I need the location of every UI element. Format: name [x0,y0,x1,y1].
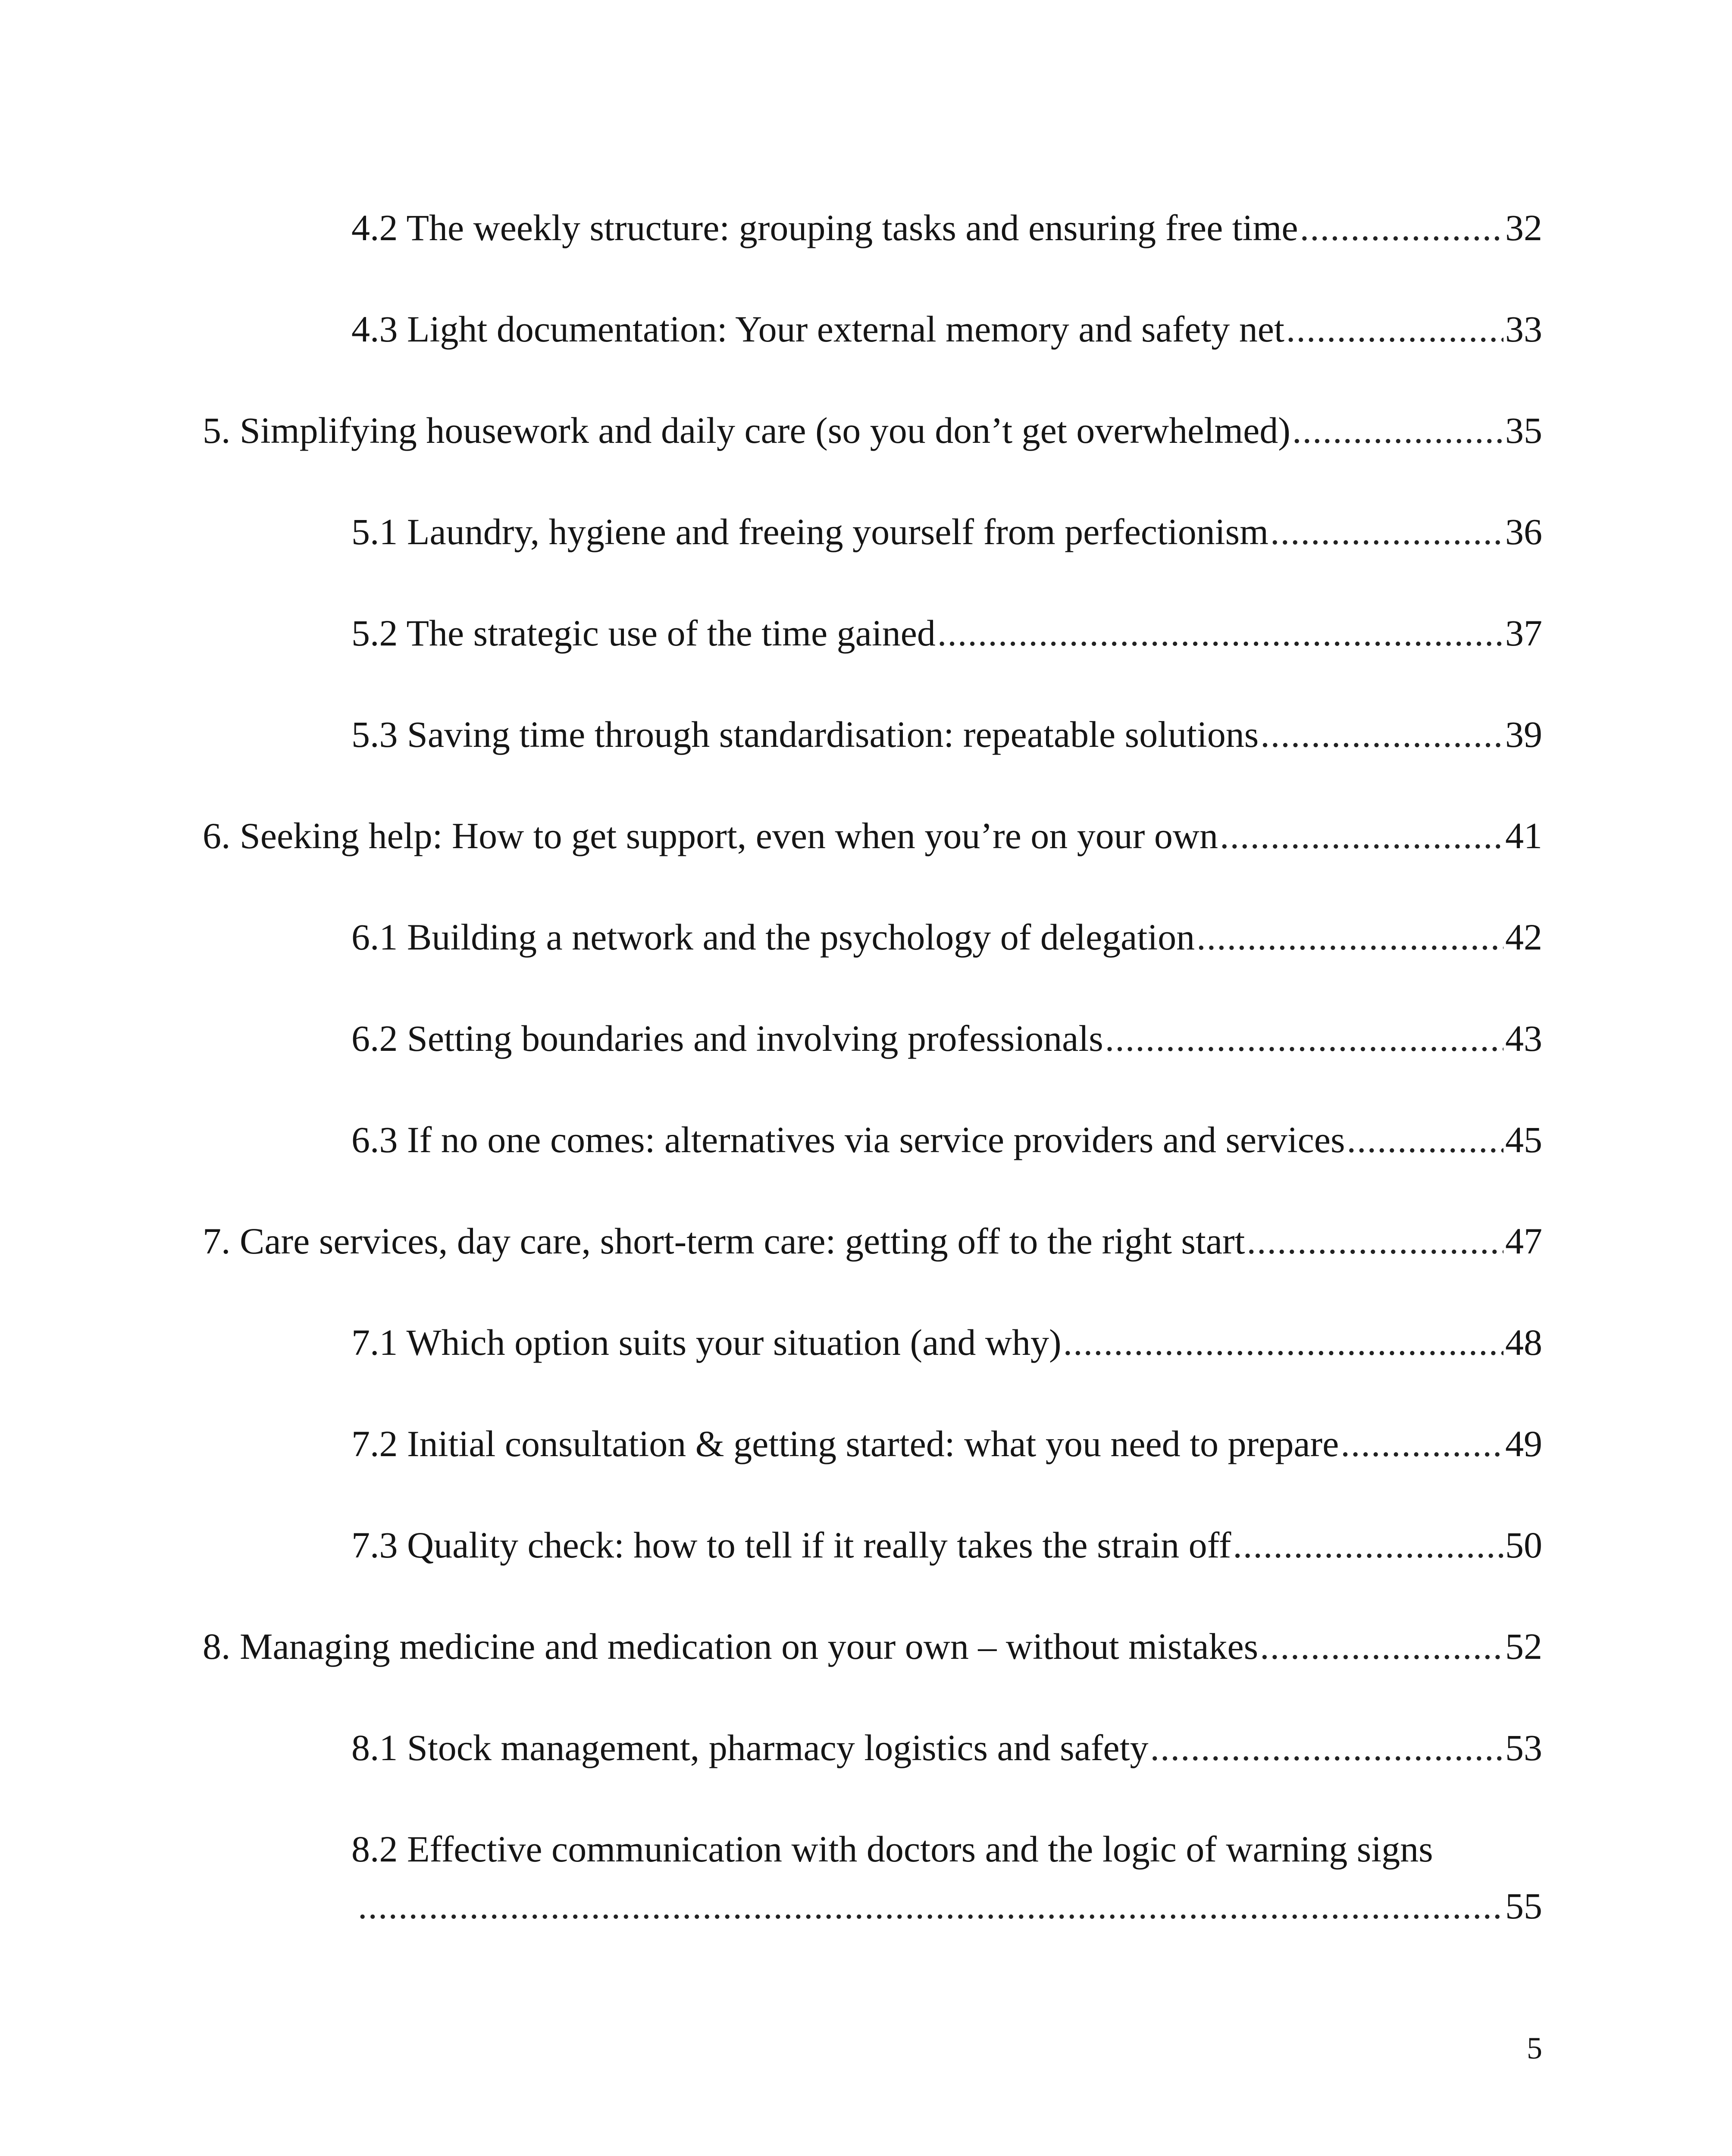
toc-page-number: 55 [1505,1885,1542,1927]
toc-dot-leader [1063,1319,1503,1366]
toc-entry-6-3[interactable] [351,1116,1542,1163]
toc-dot-leader [1347,1116,1503,1163]
toc-entry-6[interactable] [203,812,1542,859]
toc-entry-7-3[interactable] [351,1521,1542,1569]
toc-entry-title: 4.3 Light documentation: Your external memory and safety net [351,308,1284,350]
toc-dot-leader [358,1882,1503,1930]
toc-entry-title: 5.1 Laundry, hygiene and freeing yourself from perfectionism [351,511,1268,552]
toc-dot-leader [1247,1217,1503,1265]
toc-page-number: 35 [1505,410,1542,451]
toc-entry-title: 6. Seeking help: How to get support, even when you’re on your own [203,815,1218,856]
toc-entry-title: 7. Care services, day care, short-term care: getting off to the right start [203,1220,1245,1262]
toc-page-number: 47 [1505,1220,1542,1262]
toc-entry-5-3[interactable] [351,711,1542,758]
toc-dot-leader [1340,1420,1503,1467]
toc-entry-title: 5.2 The strategic use of the time gained [351,612,936,654]
toc-dot-leader [1300,204,1503,251]
toc-dot-leader [1270,508,1503,555]
toc-entry-title: 6.2 Setting boundaries and involving professionals [351,1018,1103,1059]
toc-page-number: 43 [1505,1018,1542,1059]
toc-entry-title: 8.1 Stock management, pharmacy logistics and safety [351,1727,1149,1768]
toc-entry-title: 8.2 Effective communication with doctors and the logic of warning signs [351,1828,1433,1870]
toc-page-number: 50 [1505,1524,1542,1566]
toc-page-number: 53 [1505,1727,1542,1768]
toc-entry-7-2[interactable] [351,1420,1542,1467]
toc-entry-4-3[interactable] [351,305,1542,353]
toc-entry-6-2[interactable] [351,1015,1542,1062]
toc-dot-leader [1260,711,1503,758]
toc-entry-8-2[interactable] [351,1825,1542,1873]
toc-dot-leader [1292,407,1503,454]
toc-page-number: 39 [1505,714,1542,755]
toc-dot-leader [1196,913,1503,961]
toc-entry-4-2[interactable] [351,204,1542,251]
toc-entry-title: 5. Simplifying housework and daily care (so you don’t get overwhelmed) [203,410,1290,451]
toc-page-number: 48 [1505,1322,1542,1363]
toc-dot-leader [1286,305,1503,353]
toc-entry-5-1[interactable] [351,508,1542,555]
toc-entry-5-2[interactable] [351,609,1542,657]
toc-page-number: 36 [1505,511,1542,552]
toc-entry-title: 7.1 Which option suits your situation (and why) [351,1322,1062,1363]
toc-entry-6-1[interactable] [351,913,1542,961]
toc-entry-7[interactable] [203,1217,1542,1265]
toc-page-number: 41 [1505,815,1542,856]
toc-dot-leader [937,609,1503,657]
toc-entry-5[interactable] [203,407,1542,454]
toc-entry-title: 6.3 If no one comes: alternatives via service providers and services [351,1119,1345,1160]
toc-page-number: 32 [1505,207,1542,248]
toc-dot-leader [1220,812,1503,859]
toc-dot-leader [1150,1724,1504,1771]
toc-entry-title: 5.3 Saving time through standardisation: repeatable solutions [351,714,1259,755]
toc-entry-8-2-continuation[interactable] [358,1882,1542,1930]
toc-entry-title: 4.2 The weekly structure: grouping tasks and ensuring free time [351,207,1298,248]
toc-page-number: 52 [1505,1626,1542,1667]
toc-entry-title: 6.1 Building a network and the psychology of delegation [351,916,1195,958]
toc-page-number: 49 [1505,1423,1542,1464]
toc-dot-leader [1105,1015,1503,1062]
toc-dot-leader [1260,1623,1503,1670]
toc-page-number: 45 [1505,1119,1542,1160]
toc-dot-leader [1233,1521,1503,1569]
toc-entry-8[interactable] [203,1623,1542,1670]
toc-page-number: 42 [1505,916,1542,958]
page-number: 5 [1527,2031,1542,2065]
toc-entry-8-1[interactable] [351,1724,1542,1771]
toc-entry-7-1[interactable] [351,1319,1542,1366]
toc-page-number: 37 [1505,612,1542,654]
toc-entry-title: 8. Managing medicine and medication on your own – without mistakes [203,1626,1259,1667]
toc-page-number: 33 [1505,308,1542,350]
toc-entry-title: 7.3 Quality check: how to tell if it really takes the strain off [351,1524,1231,1566]
toc-entry-title: 7.2 Initial consultation & getting started: what you need to prepare [351,1423,1339,1464]
